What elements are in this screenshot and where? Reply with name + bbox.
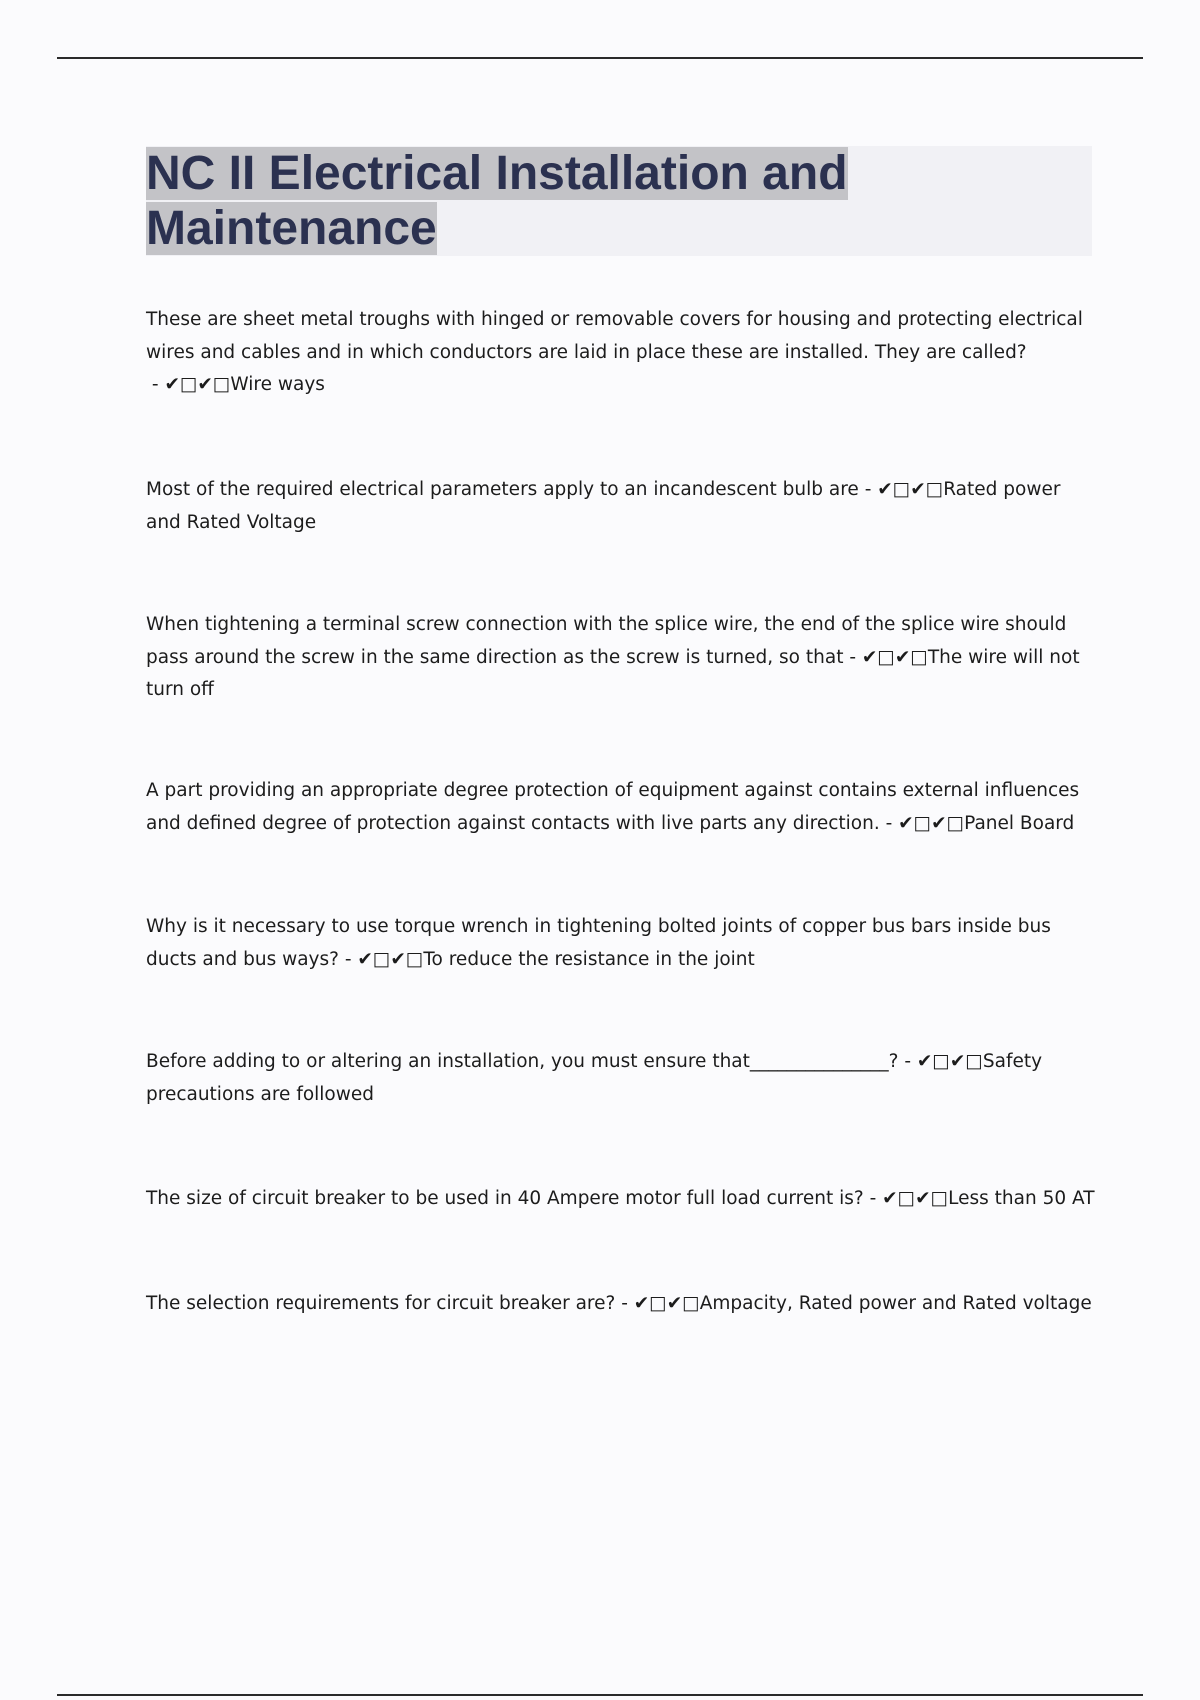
- separator: -: [863, 1188, 883, 1209]
- qa-item-8: [146, 1288, 1096, 1321]
- title-line-1: NC II Electrical Installation and: [146, 147, 848, 200]
- question-text: When tightening a terminal screw connection with the splice wire, the end of the splice wire should pass around the screw in the same direction as the screw is turned, so that: [146, 614, 1067, 668]
- separator: -: [898, 1051, 917, 1072]
- answer-text: The wire will not turn off: [146, 646, 1080, 700]
- qa-item-1: [146, 304, 1096, 402]
- check-mark-icon: ✔□✔□: [877, 479, 944, 500]
- check-mark-icon: ✔□✔□: [916, 1051, 983, 1072]
- answer-text: Safety precautions are followed: [146, 1051, 1043, 1105]
- answer-text: Panel Board: [964, 812, 1075, 834]
- check-mark-icon: ✔□✔□: [882, 1188, 949, 1209]
- separator: -: [338, 948, 358, 970]
- separator: -: [615, 1293, 634, 1314]
- title-line-2: Maintenance: [146, 202, 437, 255]
- check-mark-icon: ✔□✔□: [164, 374, 231, 395]
- qa-item-5: [146, 911, 1096, 976]
- answer-text: Less than 50 AT: [948, 1188, 1095, 1209]
- separator: -: [146, 374, 165, 395]
- answer-text: Ampacity, Rated power and Rated voltage: [699, 1293, 1092, 1314]
- qa-item-4: [146, 775, 1096, 840]
- answer-text: Rated power and Rated Voltage: [146, 479, 1061, 533]
- check-mark-icon: ✔□✔□: [357, 948, 424, 970]
- question-text: Why is it necessary to use torque wrench in tightening bolted joints of copper bus bars inside bus ducts and bus ways?: [146, 916, 1051, 970]
- check-mark-icon: ✔□✔□: [861, 646, 928, 668]
- separator: -: [879, 812, 899, 834]
- question-text: Most of the required electrical parameters apply to an incandescent bulb are: [146, 479, 859, 500]
- question-text: Before adding to or altering an installation, you must ensure that_______________?: [146, 1051, 899, 1072]
- answer-text: To reduce the resistance in the joint: [423, 948, 755, 970]
- question-text: A part providing an appropriate degree protection of equipment against contains external influences and defined degree of protection against contacts with live parts any direction.: [146, 780, 1080, 834]
- qa-item-7: [146, 1183, 1096, 1216]
- document-title: [146, 146, 848, 256]
- check-mark-icon: ✔□✔□: [898, 812, 965, 834]
- bottom-rule: [57, 1694, 1143, 1696]
- check-mark-icon: ✔□✔□: [633, 1293, 700, 1314]
- top-rule: [57, 57, 1143, 59]
- question-text: These are sheet metal troughs with hinged or removable covers for housing and protecting electrical wires and cables and in which conductors are laid in place these are installed. They are called?: [146, 309, 1083, 363]
- question-text: The size of circuit breaker to be used in 40 Ampere motor full load current is?: [146, 1188, 864, 1209]
- answer-text: Wire ways: [230, 374, 325, 395]
- qa-item-2: [146, 474, 1096, 539]
- separator: -: [843, 646, 862, 668]
- qa-item-6: [146, 1046, 1096, 1111]
- question-text: The selection requirements for circuit breaker are?: [146, 1293, 616, 1314]
- separator: -: [858, 479, 878, 500]
- qa-item-3: [146, 609, 1096, 707]
